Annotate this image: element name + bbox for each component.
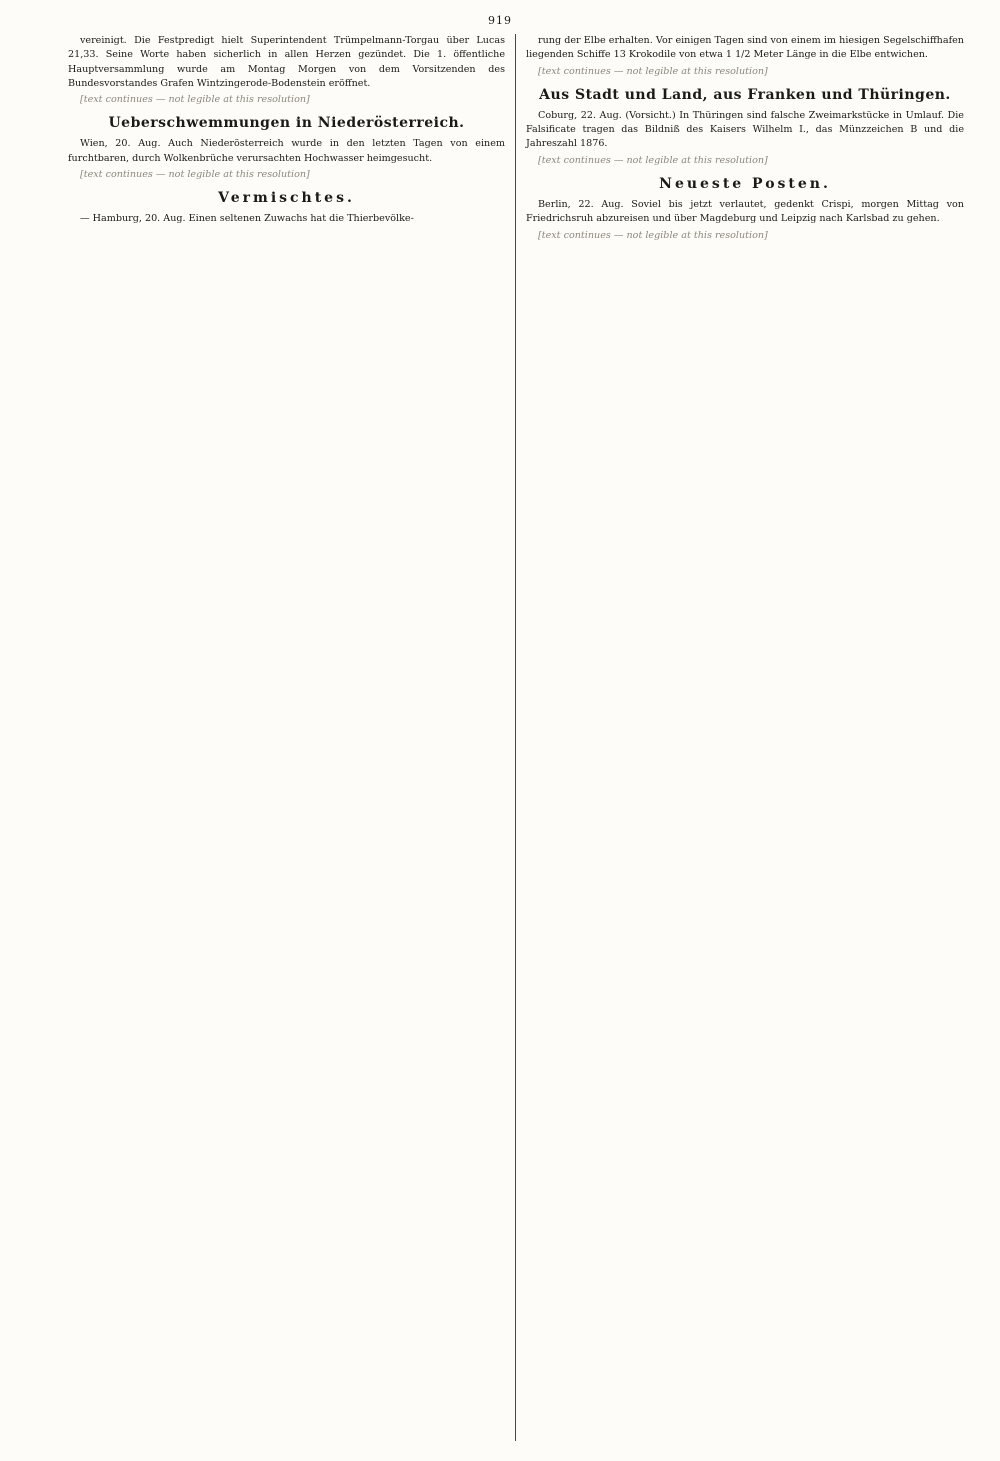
left-column: [58, 34, 516, 1441]
right-section-1-continuation: [text continues — not legible at this resolution]: [538, 154, 768, 166]
left-opening-paragraph: vereinigt. Die Festpredigt hielt Superintendent Trümpelmann-Torgau über Lucas 21,33. Seine Worte haben sicherlich in allen Herzen gezündet. Die 1. öffentliche Hauptversammlung wurde am Montag Morgen von dem Vorsitzenden des Bundesvorstandes Grafen Wintzingerode-Bodenstein eröffnet.: [68, 35, 505, 89]
section-2-opening: — Hamburg, 20. Aug. Einen seltenen Zuwachs hat die Thierbevölke-: [80, 213, 414, 225]
section-1-continuation: [text continues — not legible at this resolution]: [80, 169, 310, 181]
page-number: 919: [488, 14, 512, 27]
right-section-1-opening: Coburg, 22. Aug. (Vorsicht.) In Thüringen sind falsche Zweimarkstücke in Umlauf. Die Falsificate tragen das Bildniß des Kaisers Wilhelm I., das Münzzeichen B und die Jahreszahl 1876.: [526, 109, 964, 150]
headline-neueste-posten: Neueste Posten.: [659, 176, 831, 193]
right-section-2-opening: Berlin, 22. Aug. Soviel bis jetzt verlautet, gedenkt Crispi, morgen Mittag von Friedrichsruh abzureisen und über Magdeburg und Leipzig nach Karlsbad zu gehen.: [526, 199, 964, 225]
headline-vermischtes: Vermischtes.: [218, 190, 355, 207]
text-columns: [58, 34, 974, 1441]
right-continuation: [text continues — not legible at this resolution]: [538, 65, 768, 77]
headline-ueberschwemmungen: Ueberschwemmungen in Niederösterreich.: [108, 115, 465, 132]
right-opening-paragraph: rung der Elbe erhalten. Vor einigen Tagen sind von einem im hiesigen Segelschiffhafen liegenden Schiffe 13 Krokodile von etwa 1 1/2 Meter Länge in die Elbe entwichen.: [526, 35, 964, 61]
section-1-opening: Wien, 20. Aug. Auch Niederösterreich wurde in den letzten Tagen von einem furchtbaren, durch Wolkenbrüche verursachten Hochwasser heimgesucht.: [68, 138, 505, 164]
headline-stadt-und-land: Aus Stadt und Land, aus Franken und Thüringen.: [539, 86, 951, 103]
right-section-2-continuation: [text continues — not legible at this resolution]: [538, 229, 768, 241]
left-continuation: [text continues — not legible at this resolution]: [80, 94, 310, 106]
right-column: [516, 34, 974, 1441]
